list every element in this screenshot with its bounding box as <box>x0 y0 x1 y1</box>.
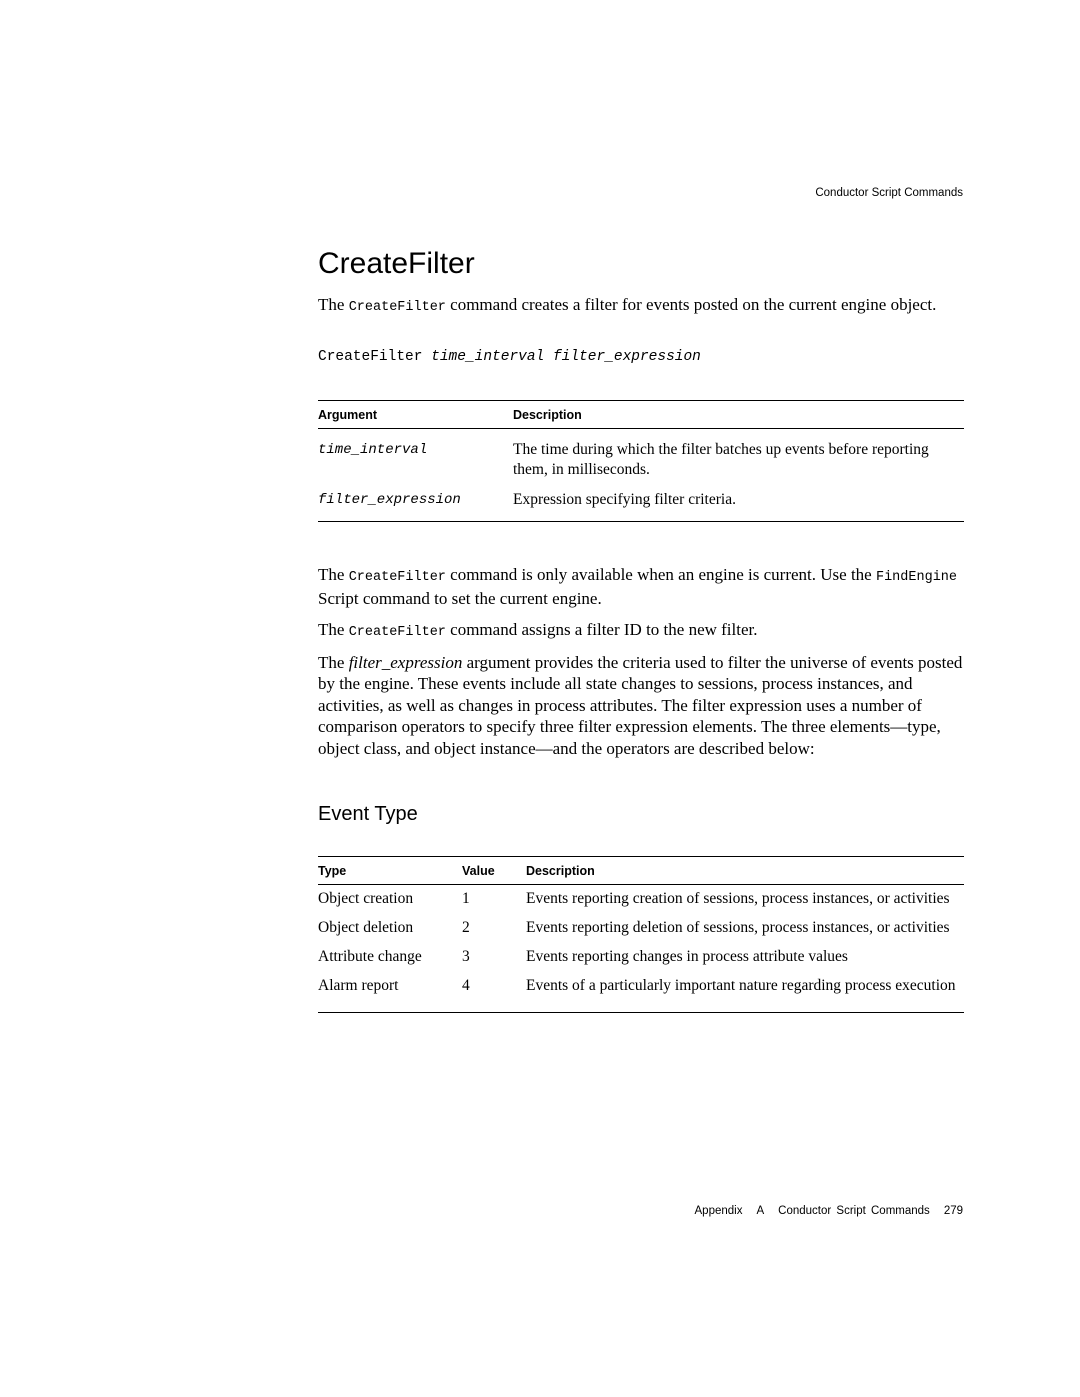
table-row <box>318 918 964 947</box>
table-header-row <box>318 857 964 885</box>
command-syntax: CreateFilter time_interval filter_expression <box>318 349 701 365</box>
column-header: Description <box>526 857 964 885</box>
column-header: Argument <box>318 401 513 429</box>
filter-id-paragraph: The CreateFilter command assigns a filter ID to the new filter. <box>318 620 758 640</box>
column-header: Type <box>318 857 462 885</box>
filter-expression-paragraph: The filter_expression argument provides the criteria used to filter the universe of events posted by the engine. These events include all state changes to sessions, process instances, and activities, as well as changes in process attributes. The filter expression uses a number of comparison operators to specify three filter expression elements. The three elements—type, object class, and object instance—and the operators are described below: <box>318 653 963 758</box>
event-description-cell: Events reporting deletion of sessions, process instances, or activities <box>526 919 950 936</box>
table-row <box>318 480 964 522</box>
page-number: 279 <box>943 1205 963 1217</box>
inline-code: CreateFilter <box>348 300 446 315</box>
event-type-table <box>318 856 964 1013</box>
argument-description: Expression specifying filter criteria. <box>513 480 964 522</box>
page-footer <box>695 1205 963 1217</box>
argument-name: filter_expression <box>318 480 513 522</box>
event-value-cell: 4 <box>462 976 526 1013</box>
running-header: Conductor Script Commands <box>815 187 963 199</box>
footer-appendix: Appendix <box>694 1205 743 1217</box>
table-row <box>318 429 964 481</box>
intro-paragraph: The CreateFilter command creates a filter for events posted on the current engine object. <box>318 295 937 315</box>
argument-name: time_interval <box>318 442 428 458</box>
event-value-cell: 3 <box>462 948 470 965</box>
section-heading: Event Type <box>318 803 418 825</box>
argument-table <box>318 400 964 522</box>
page-title: CreateFilter <box>318 247 475 280</box>
event-type-cell: Attribute change <box>318 948 422 965</box>
argument-description: The time during which the filter batches up events before reporting them, in milliseconds. <box>513 441 929 478</box>
column-header: Description <box>513 401 964 429</box>
table-row <box>318 947 964 976</box>
event-type-cell: Alarm report <box>318 976 462 1013</box>
column-header: Value <box>462 857 526 885</box>
event-description-cell: Events of a particularly important nature regarding process execution <box>526 976 964 1013</box>
footer-chapter: Conductor Script Commands <box>778 1205 930 1217</box>
event-value-cell: 1 <box>462 890 470 907</box>
table-row <box>318 885 964 919</box>
event-type-cell: Object creation <box>318 890 414 907</box>
footer-appendix-letter: A <box>756 1205 765 1217</box>
table-header-row <box>318 401 964 429</box>
table-row <box>318 976 964 1013</box>
event-description-cell: Events reporting creation of sessions, process instances, or activities <box>526 890 950 907</box>
event-description-cell: Events reporting changes in process attribute values <box>526 948 848 965</box>
availability-paragraph: The CreateFilter command is only available when an engine is current. Use the FindEngine Script command to set the current engine. <box>318 565 957 609</box>
event-value-cell: 2 <box>462 919 470 936</box>
event-type-cell: Object deletion <box>318 919 414 936</box>
